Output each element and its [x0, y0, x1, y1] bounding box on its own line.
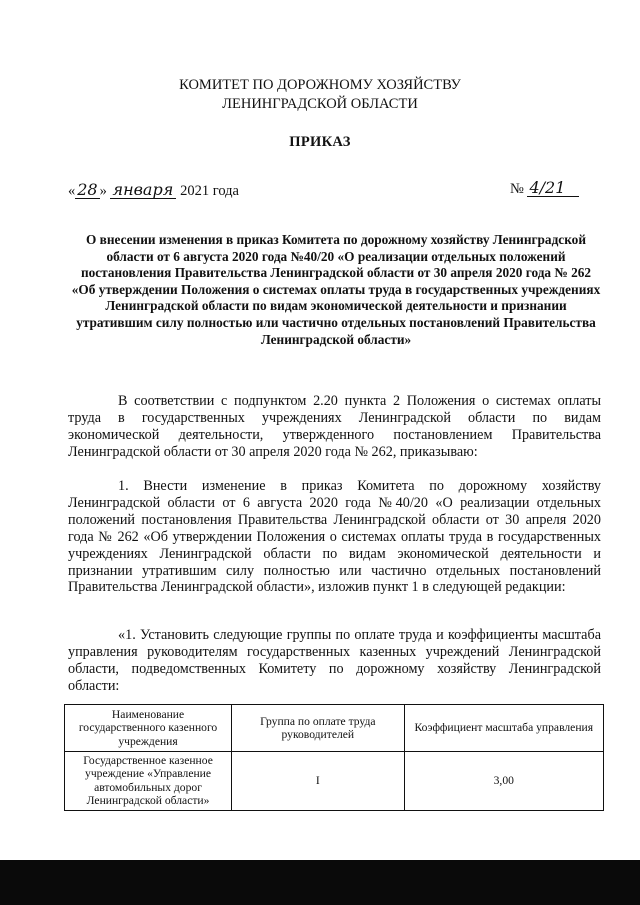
date-year: 2021 года [180, 183, 239, 199]
committee-name-line1: КОМИТЕТ ПО ДОРОЖНОМУ ХОЗЯЙСТВУ [179, 77, 461, 93]
item-1-paragraph: 1. Внести изменение в приказ Комитета по дорожному хозяйству Ленинградской области от 6 августа 2020 года №40/20 «О реализации отдельных положений постановления Правительства Ленинградской области от 30 апреля 2020 года № 262 «Об утверждении Положения о системах оплаты труда в государственных учреждениях Ленинградской области по видам экономической деятельности и признании утратившим силу полностью или частично отдельных постановлений Правительства Ленинградской области», изложив пункт 1 в следующей редакции: [68, 478, 601, 596]
order-date [68, 182, 239, 200]
date-month: января [110, 182, 176, 199]
order-number [510, 180, 579, 198]
table-header-coefficient: Коэффициент масштаба управления [404, 705, 603, 752]
table-cell-coefficient: 3,00 [404, 752, 603, 811]
table-header-row [65, 705, 604, 752]
preamble-paragraph: В соответствии с подпунктом 2.20 пункта 2 Положения о системах оплаты труда в государственных учреждениях Ленинградской области по видам экономической деятельности, утвержденного постановлением Правительства Ленинградской области от 30 апреля 2020 года № 262, приказываю: [68, 393, 601, 460]
committee-name-line2: ЛЕНИНГРАДСКОЙ ОБЛАСТИ [222, 96, 418, 112]
number-prefix: № [510, 181, 524, 197]
institutions-table [64, 704, 604, 811]
table-header-institution: Наименование государственного казенного учреждения [65, 705, 232, 752]
order-title: ПРИКАЗ [289, 134, 351, 150]
date-open-quote: « [68, 183, 76, 199]
quoted-item-paragraph: «1. Установить следующие группы по оплате труда и коэффициенты масштаба управления руководителям государственных казенных учреждений Ленинградской области, подведомственных Комитету по дорожному хозяйству Ленинградской области: [68, 627, 601, 694]
scan-bottom-edge [0, 860, 640, 905]
committee-header [0, 76, 640, 114]
table-header-pay-group: Группа по оплате труда руководителей [232, 705, 404, 752]
date-day: 28 [77, 180, 98, 199]
number-value: 4/21 [527, 180, 579, 197]
date-close-quote: » [99, 183, 107, 199]
table-row [65, 752, 604, 811]
table-cell-pay-group: I [232, 752, 404, 811]
table-cell-institution: Государственное казенное учреждение «Управление автомобильных дорог Ленинградской области» [65, 752, 232, 811]
order-subject: О внесении изменения в приказ Комитета по дорожному хозяйству Ленинградской области от 6 августа 2020 года №40/20 «О реализации отдельных положений постановления Правительства Ленинградской области от 30 апреля 2020 года № 262 «Об утверждении Положения о системах оплаты труда в государственных учреждениях Ленинградской области по видам экономической деятельности и признании утратившим силу полностью или частично отдельных постановлений Правительства Ленинградской области» [71, 232, 601, 347]
